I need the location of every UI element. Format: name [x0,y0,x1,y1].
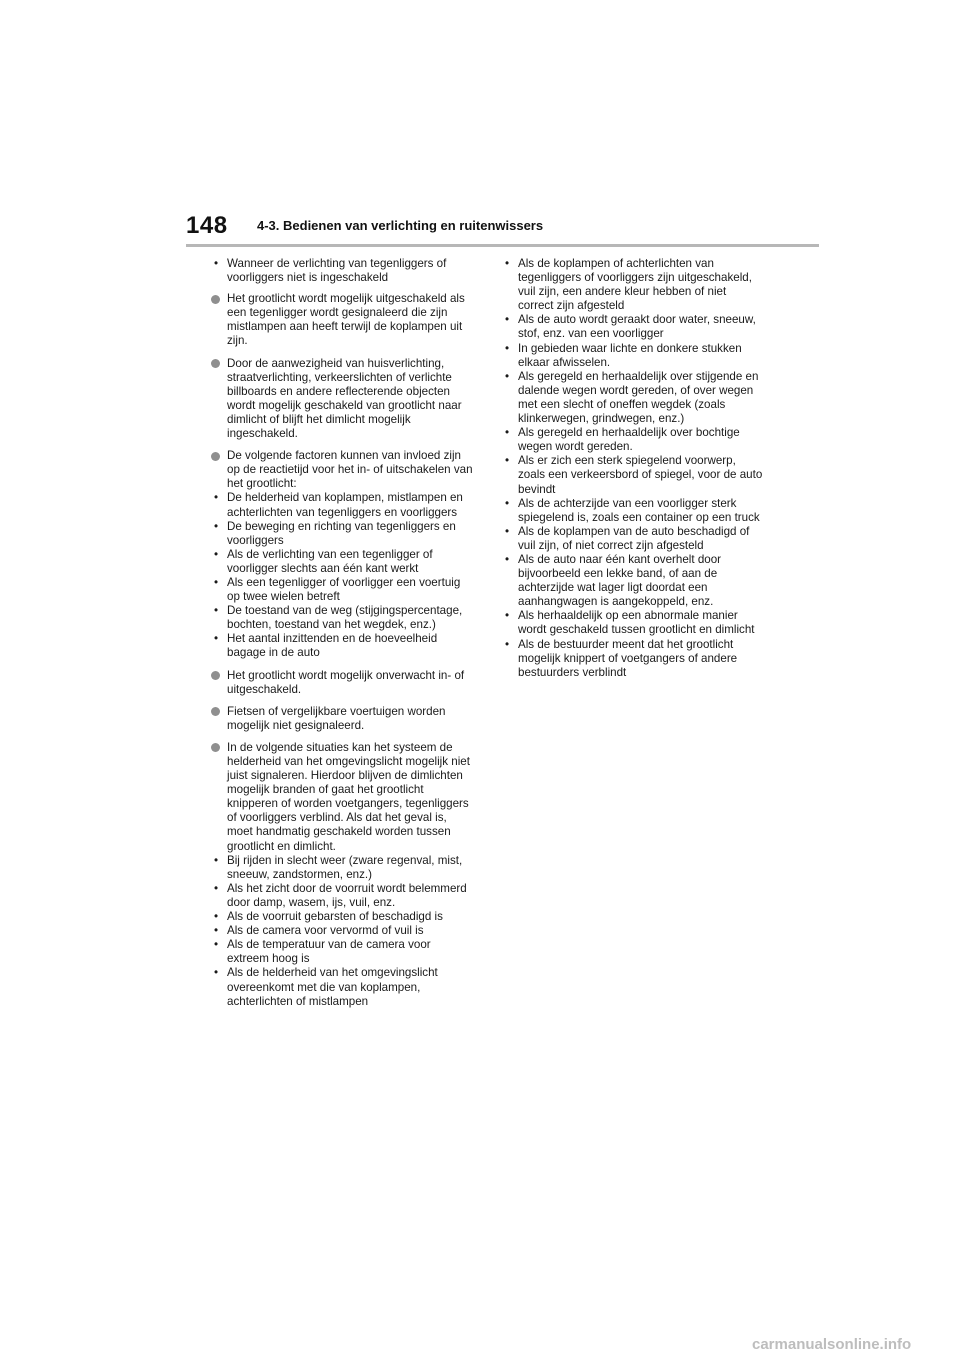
paragraph-text: De volgende factoren kunnen van invloed zijn op de reactietijd voor het in- of uitschakelen van het grootlicht: [227,449,473,491]
paragraph [211,705,473,733]
list-item [502,313,764,341]
right-column [502,257,764,680]
list-item [211,548,473,576]
list-item-text: Als de voorruit gebarsten of beschadigd is [227,910,443,924]
circle-bullet-icon [211,707,220,716]
list-item [211,882,473,910]
list-item-text: De beweging en richting van tegenliggers en voorliggers [227,519,456,547]
list-item [211,854,473,882]
list-item [211,257,473,285]
list-item [502,553,764,609]
paragraph [211,292,473,348]
list-item-text: Als de achterzijde van een voorligger sterk spiegelend is, zoals een container op een truck [518,496,760,524]
list-item-text: Als herhaaldelijk op een abnormale manier wordt geschakeld tussen grootlicht en dimlicht [518,609,755,637]
list-item-text: Als de verlichting van een tegenligger of voorligger slechts aan één kant werkt [227,547,433,575]
bullet-icon: • [214,910,219,924]
header-rule [186,244,819,247]
page-number: 148 [186,212,228,239]
bullet-icon: • [214,257,219,270]
paragraph-text: Het grootlicht wordt mogelijk uitgeschakeld als een tegenligger wordt gesignaleerd die zijn mistlampen aan heeft terwijl de koplampen uit zijn. [227,292,465,348]
bullet-icon: • [505,524,510,538]
bullet-icon: • [214,519,219,533]
bullet-icon: • [505,426,510,440]
bullet-icon: • [505,637,510,651]
paragraph [211,449,473,660]
list-item [211,938,473,966]
list-item [211,520,473,548]
bullet-icon: • [214,881,219,895]
bullet-icon: • [505,454,510,468]
list-item-text: Als de temperatuur van de camera voor extreem hoog is [227,938,431,966]
bullet-icon: • [214,547,219,561]
list-item [502,454,764,496]
sub-list [211,854,473,1009]
list-item-text: Bij rijden in slecht weer (zware regenval, mist, sneeuw, zandstormen, enz.) [227,853,463,881]
list-item [211,924,473,938]
paragraph [211,669,473,697]
list-item-text: Als de bestuurder meent dat het grootlicht mogelijk knippert of voetgangers of andere bestuurders verblindt [518,637,738,679]
intro-list [211,257,473,285]
list-item-text: Wanneer de verlichting van tegenliggers of voorliggers niet is ingeschakeld [227,257,447,285]
paragraph-text: Het grootlicht wordt mogelijk onverwacht in- of uitgeschakeld. [227,668,465,696]
list-item [502,525,764,553]
watermark: carmanualsonline.info [752,1336,912,1353]
list-item-text: De helderheid van koplampen, mistlampen en achterlichten van tegenliggers en voorliggers [227,491,463,519]
list-item-text: Het aantal inzittenden en de hoeveelheid bagage in de auto [227,632,438,660]
list-item [502,426,764,454]
bullet-icon: • [505,609,510,623]
circle-bullet-icon [211,452,220,461]
circle-bullet-icon [211,295,220,304]
bullet-icon: • [214,632,219,646]
list-item [502,638,764,680]
bullet-icon: • [505,552,510,566]
circle-bullet-icon [211,743,220,752]
sub-list [211,491,473,660]
bullet-icon: • [505,341,510,355]
list-item [502,609,764,637]
list-item [211,576,473,604]
bullet-icon: • [505,496,510,510]
list-item [502,497,764,525]
section-title: 4-3. Bedienen van verlichting en ruitenwissers [257,218,544,233]
list-item-text: Als de helderheid van het omgevingslicht overeenkomt met die van koplampen, achterlichten of mistlampen [227,966,438,1008]
list-item-text: Als de koplampen van de auto beschadigd of vuil zijn, of niet correct zijn afgesteld [518,524,750,552]
left-column [211,257,473,1017]
list-item [502,342,764,370]
bullet-icon: • [214,966,219,980]
bullet-icon: • [214,938,219,952]
list-item-text: Als er zich een sterk spiegelend voorwerp, zoals een verkeersbord of spiegel, voor de auto bevindt [518,454,763,496]
bullet-icon: • [505,257,510,270]
list-item-text: In gebieden waar lichte en donkere stukken elkaar afwisselen. [518,341,742,369]
list-item [502,257,764,313]
list-item-text: Als geregeld en herhaaldelijk over bochtige wegen wordt gereden. [518,426,740,454]
list-item-text: Als het zicht door de voorruit wordt belemmerd door damp, wasem, ijs, vuil, enz. [227,881,467,909]
paragraph-text: Fietsen of vergelijkbare voertuigen worden mogelijk niet gesignaleerd. [227,704,446,732]
paragraph [211,741,473,1009]
list-item-text: Als de koplampen of achterlichten van tegenliggers of voorliggers zijn uitgeschakeld, vuil zijn, een andere kleur hebben of niet correct zijn afgesteld [518,257,752,313]
list-item-text: Als de camera voor vervormd of vuil is [227,924,424,938]
paragraph-text: Door de aanwezigheid van huisverlichting, straatverlichting, verkeerslichten of verlichte billboards en andere reflecterende objecten wordt mogelijk geschakeld van grootlicht naar dimlicht of blijft het dimlicht mogelijk ingeschakeld. [227,356,462,441]
list-item-text: Als de auto naar één kant overhelt door bijvoorbeeld een lekke band, of aan de achterzijde wat lager ligt doordat een aanhangwagen is aangekoppeld, enz. [518,552,722,609]
paragraph [211,357,473,442]
bullet-icon: • [214,575,219,589]
bullet-icon: • [214,491,219,505]
list-item [211,910,473,924]
list-item [211,966,473,1008]
list-item-text: Als de auto wordt geraakt door water, sneeuw, stof, enz. van een voorligger [518,313,756,341]
circle-bullet-icon [211,671,220,680]
list-item-text: De toestand van de weg (stijgingspercentage, bochten, toestand van het wegdek, enz.) [227,604,463,632]
circle-bullet-icon [211,359,220,368]
list-item [211,491,473,519]
bullet-icon: • [505,369,510,383]
bullet-icon: • [214,924,219,938]
bullet-icon: • [214,604,219,618]
bullet-icon: • [214,853,219,867]
paragraph-text: In de volgende situaties kan het systeem de helderheid van het omgevingslicht mogelijk niet juist signaleren. Hierdoor blijven de dimlichten mogelijk branden of gaat het grootlicht knipperen of worden voetgangers, tegenliggers of voorliggers verblind. Als dat het geval is, moet handmatig geschakeld worden tussen grootlicht en dimlicht. [227,740,470,853]
list-item [211,604,473,632]
list-item [502,370,764,426]
list-item-text: Als geregeld en herhaaldelijk over stijgende en dalende wegen wordt gereden, of over wegen met een slecht of oneffen wegdek (zoals klinkerwegen, grindwegen, enz.) [518,369,759,426]
bullet-icon: • [505,313,510,327]
list-item-text: Als een tegenligger of voorligger een voertuig op twee wielen betreft [227,575,461,604]
list-item [211,632,473,660]
